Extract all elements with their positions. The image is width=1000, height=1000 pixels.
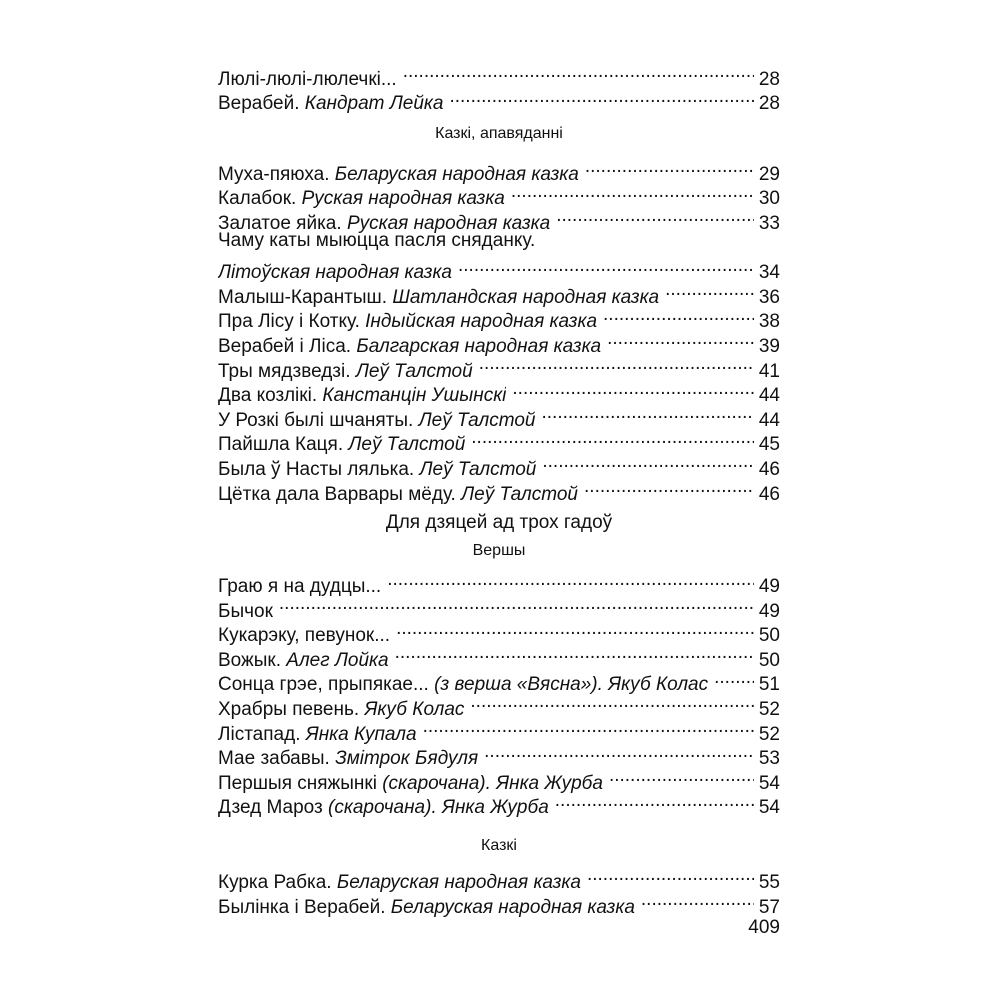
entry-author: Руская народная казка: [301, 188, 505, 210]
entry-title: Вожык.: [218, 649, 281, 671]
dot-leader: [607, 327, 754, 352]
toc-entry[interactable]: [218, 568, 780, 598]
entry-page-number: 53: [758, 748, 780, 770]
section-heading-verses: Вершы: [472, 541, 526, 559]
entry-author: Алег Лойка: [286, 649, 389, 671]
dot-leader: [403, 60, 754, 85]
dot-leader: [512, 377, 754, 402]
toc-entry[interactable]: [218, 254, 780, 284]
dot-leader: [555, 789, 754, 814]
entry-title-wrap: [218, 772, 603, 797]
entry-title: Пайшла Каця.: [218, 434, 344, 456]
entry-title-wrap: [218, 261, 452, 286]
dot-leader: [479, 352, 754, 377]
dot-leader: [556, 204, 754, 229]
toc-entry[interactable]: [218, 229, 780, 254]
entry-author: Канстанцін Ушынскі: [322, 385, 507, 407]
dot-leader: [603, 303, 754, 328]
entry-author: Кандрат Лейка: [304, 93, 444, 115]
entry-title-wrap: [218, 310, 597, 335]
entry-title-wrap: [218, 600, 273, 625]
entry-title: Былінка і Верабей.: [218, 896, 386, 918]
entry-author: Беларуская народная казка: [336, 872, 581, 894]
dot-leader: [511, 180, 754, 205]
entry-page-number: 52: [758, 723, 780, 745]
entry-title: Цётка дала Варвары мёду.: [218, 483, 456, 505]
entry-title: Граю я на дудцы...: [218, 576, 382, 598]
entry-page-number: 46: [758, 458, 780, 480]
toc-page: [218, 60, 780, 960]
dot-leader: [279, 592, 754, 617]
entry-page-number: 38: [758, 311, 780, 333]
dot-leader: [665, 278, 754, 303]
entry-author: (з верша «Вясна»). Якуб Колас: [434, 674, 709, 696]
entry-page-number: 54: [758, 797, 780, 819]
entry-title: Верабей.: [218, 93, 300, 115]
entry-title: Была ў Насты лялька.: [218, 458, 415, 480]
entry-page-number: 52: [758, 699, 780, 721]
toc-block-lullabies: [218, 60, 780, 115]
entry-title: Сонца грэе, прыпякае...: [218, 674, 429, 696]
entry-title: У Розкі былі шчаняты.: [218, 409, 414, 431]
entry-page-number: 46: [758, 483, 780, 505]
entry-title: Кукарэку, певунок...: [218, 625, 391, 647]
entry-title-wrap: [218, 723, 417, 748]
page-number: 409: [748, 917, 780, 938]
toc-entry[interactable]: [218, 863, 780, 894]
entry-page-number: 44: [758, 385, 780, 407]
entry-author: Балгарская народная казка: [356, 335, 602, 357]
entry-title: Муха-пяюха.: [218, 163, 330, 185]
entry-title-wrap: [218, 796, 549, 821]
entry-page-number: 39: [758, 335, 780, 357]
entry-page-number: 28: [758, 93, 780, 115]
entry-title: Бычок: [218, 600, 273, 622]
entry-title: Два козлікі.: [218, 385, 318, 407]
entry-title-wrap: [218, 433, 465, 458]
entry-page-number: 28: [758, 68, 780, 90]
entry-title: Чаму каты мыюцца пасля сняданку.: [218, 229, 536, 251]
entry-title: Храбры певень.: [218, 699, 360, 721]
entry-title-wrap: [218, 649, 389, 674]
spacer: [218, 145, 780, 155]
entry-title: Дзед Мароз: [218, 797, 323, 819]
dot-leader: [449, 85, 754, 110]
part-heading: Для дзяцей ад трох гадоў: [385, 511, 613, 533]
entry-page-number: 34: [758, 262, 780, 284]
entry-author: Беларуская народная казка: [390, 896, 635, 918]
entry-author: Індыйская народная казка: [365, 311, 598, 333]
entry-author: Янка Купала: [305, 723, 417, 745]
entry-title-wrap: [218, 458, 536, 483]
entry-author: (скарочана). Янка Журба: [328, 797, 549, 819]
entry-title: Пра Лісу і Котку.: [218, 311, 360, 333]
entry-title-wrap: [218, 624, 390, 649]
entry-page-number: 36: [758, 286, 780, 308]
entry-title-wrap: [218, 871, 581, 896]
dot-leader: [484, 740, 754, 765]
entry-title-wrap: [218, 92, 443, 117]
toc-entry[interactable]: [218, 592, 780, 622]
entry-title-wrap: [218, 360, 473, 385]
entry-page-number: 55: [758, 872, 780, 894]
dot-leader: [396, 617, 754, 642]
entry-title-wrap: [218, 68, 397, 93]
entry-page-number: 54: [758, 772, 780, 794]
entry-author: Беларуская народная казка: [334, 163, 579, 185]
entry-page-number: 57: [758, 896, 780, 918]
toc-block-tales-1: [218, 155, 780, 234]
entry-author: Змітрок Бядуля: [335, 748, 479, 770]
entry-author: Леў Талстой: [461, 483, 579, 505]
entry-title: Курка Рабка.: [218, 872, 332, 894]
toc-block-tales-2: [218, 278, 780, 505]
entry-page-number: 29: [758, 163, 780, 185]
entry-page-number: 49: [758, 600, 780, 622]
entry-title-wrap: [218, 747, 478, 772]
entry-page-number: 50: [758, 649, 780, 671]
section-heading-tales-2: Казкі: [481, 837, 517, 855]
dot-leader: [423, 715, 754, 740]
entry-page-number: 50: [758, 625, 780, 647]
dot-leader: [587, 863, 754, 888]
dot-leader: [395, 641, 754, 666]
dot-leader: [584, 475, 754, 500]
entry-title-wrap: [218, 286, 659, 311]
dot-leader: [585, 155, 754, 180]
entry-author: Якуб Колас: [364, 699, 465, 721]
dot-leader: [542, 401, 755, 426]
entry-author: (скарочана). Янка Журба: [382, 772, 603, 794]
entry-title: Тры мядзведзі.: [218, 360, 351, 382]
dot-leader: [470, 690, 754, 715]
toc-entry[interactable]: [218, 617, 780, 647]
entry-author: Леў Талстой: [419, 458, 537, 480]
dot-leader: [387, 568, 754, 593]
entry-page-number: 45: [758, 434, 780, 456]
entry-author: Леў Талстой: [355, 360, 473, 382]
toc-entry[interactable]: [218, 155, 780, 185]
entry-title: Верабей і Ліса.: [218, 335, 352, 357]
entry-author: Леў Талстой: [348, 434, 466, 456]
dot-leader: [471, 426, 754, 451]
dot-leader: [714, 666, 754, 691]
entry-page-number: 49: [758, 576, 780, 598]
toc-block-verses: [218, 568, 780, 819]
toc-entry[interactable]: [218, 60, 780, 90]
entry-title: Залатое яйка.: [218, 212, 342, 234]
dot-leader: [542, 450, 754, 475]
entry-author: Шатландская народная казка: [392, 286, 660, 308]
entry-page-number: 44: [758, 409, 780, 431]
entry-page-number: 30: [758, 188, 780, 210]
entry-title-wrap: [218, 483, 578, 508]
entry-title: Калабок.: [218, 188, 297, 210]
entry-title: Люлі-люлі-люлечкі...: [218, 68, 397, 90]
entry-page-number: 33: [758, 212, 780, 234]
dot-leader: [641, 888, 754, 913]
entry-author: Леў Талстой: [418, 409, 536, 431]
entry-title-wrap: [218, 187, 505, 212]
dot-leader: [609, 764, 754, 789]
entry-page-number: 41: [758, 360, 780, 382]
entry-author: Руская народная казка: [346, 212, 551, 234]
dot-leader: [458, 254, 754, 279]
toc-block-tales-3: [218, 863, 780, 918]
entry-author: Літоўская народная казка: [218, 262, 452, 284]
entry-title: Лістапад.: [218, 723, 301, 745]
entry-title: Мае забавы.: [218, 748, 330, 770]
entry-title: Першыя сняжынкі: [218, 772, 377, 794]
section-heading-tales: Казкі, апавяданні: [435, 125, 563, 143]
entry-title-wrap: [218, 384, 506, 409]
entry-title: Малыш-Карантыш.: [218, 286, 388, 308]
entry-page-number: 51: [758, 674, 780, 696]
